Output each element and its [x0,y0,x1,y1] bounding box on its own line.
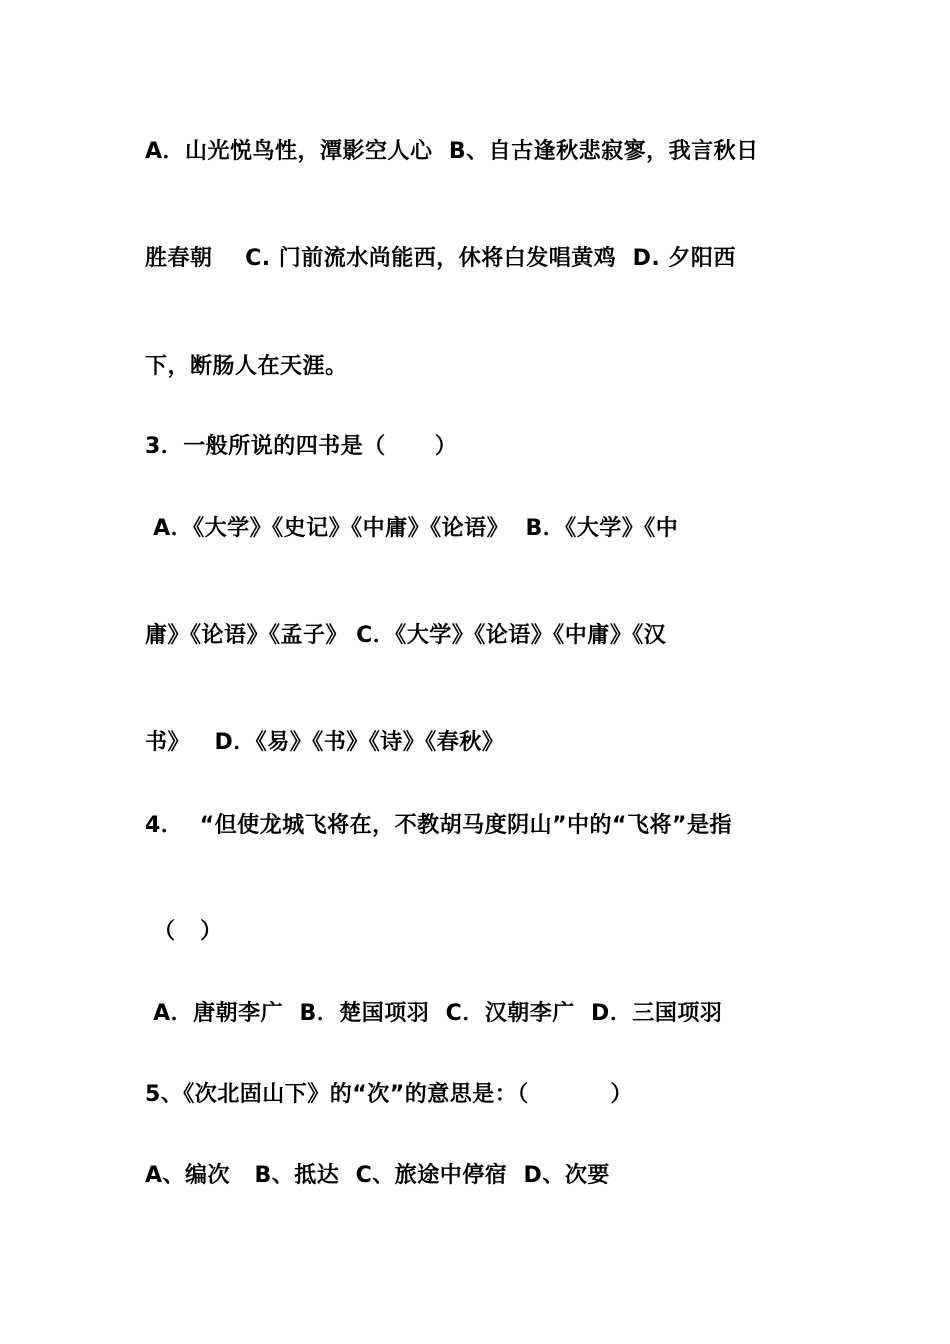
q4-answer-blank: （ ） [145,919,223,944]
q2-options-line-3: 下，断肠人在天涯。 [145,354,348,379]
q3-options-line-3: 书》 D．《易》《书》《诗》《春秋》 [145,730,505,755]
q3-options-line-2: 庸》《论语》《孟子》 C．《大学》《论语》《中庸》《汉 [145,623,667,648]
q4-question: 4． “但使龙城飞将在，不教胡马度阴山”中的“飞将”是指 [145,813,732,838]
q2-options-line-1: A．山光悦鸟性，潭影空人心 B、自古逢秋悲寂寥，我言秋日 [145,139,759,164]
q3-options-line-1: A．《大学》《史记》《中庸》《论语》 B．《大学》《中 [145,516,679,541]
q3-question: 3．一般所说的四书是（ ） [145,434,458,459]
q5-question: 5、《次北固山下》的“次”的意思是：（ ） [145,1082,633,1107]
q5-options: A、编次 B、抵达 C、旅途中停宿 D、次要 [145,1163,610,1188]
q4-options: A．唐朝李广 B．楚国项羽 C．汉朝李广 D．三国项羽 [145,1001,723,1026]
q2-options-line-2: 胜春朝 C. 门前流水尚能西，休将白发唱黄鸡 D. 夕阳西 [145,246,736,271]
